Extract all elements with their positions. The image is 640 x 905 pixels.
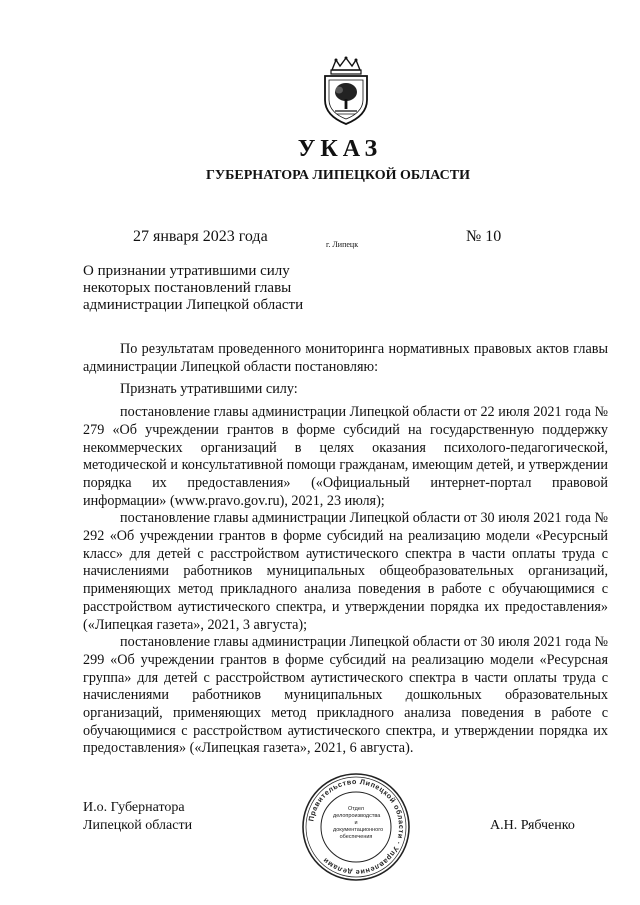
document-number: № 10 xyxy=(466,228,502,245)
stamp-line: документационного xyxy=(333,827,384,833)
stamp-line: делопроизводства и xyxy=(333,813,381,826)
stamp-line: Отдел xyxy=(348,806,364,812)
stamp-ring-text: Правительство Липецкой области · Управление делами xyxy=(306,776,407,878)
body-paragraph: постановление главы администрации Липецкой области от 30 июля 2021 года № 292 «Об учреждении грантов в форме субсидий на реализацию модели «Ресурсный класс» для детей с расстройством аутистического спектра в части оплаты труда с начислениями работников муниципальных общеобразовательных организаций, применяющих метод прикладного анализа поведения в работе с обучающимися с расстройством аутистического спектра, и утверждении порядка их предоставления» («Липецкая газета», 2021, 3 августа); xyxy=(83,510,608,633)
stamp-inner-text xyxy=(333,806,384,841)
document-body xyxy=(83,341,608,758)
signatory-position-line: И.о. Губернатора xyxy=(83,800,185,815)
stamp-line: обеспечения xyxy=(339,834,373,840)
signatory-name: А.Н. Рябченко xyxy=(490,818,575,833)
document-city: г. Липецк xyxy=(326,240,359,249)
signatory-position xyxy=(83,799,192,835)
body-paragraph: постановление главы администрации Липецкой области от 22 июля 2021 года № 279 «Об учреждении грантов в форме субсидий на государственную поддержку некоммерческих организаций в целях оказания психолого-педагогической, методической и консультативной помощи гражданам, имеющим детей, и утверждении порядка их предоставления» («Официальный интернет-портал правовой информации» (www.pravo.gov.ru), 2021, 23 июля); xyxy=(83,404,608,509)
body-paragraph: По результатам проведенного мониторинга нормативных правовых актов главы администрации Липецкой области постановляю: xyxy=(83,341,608,375)
body-paragraph: постановление главы администрации Липецкой области от 30 июля 2021 года № 299 «Об учреждении грантов в форме субсидий на реализацию модели «Ресурсная группа» для детей с расстройством аутистического спектра в части оплаты труда с начислениями работников муниципальных дошкольных образовательных организаций, применяющих метод прикладного анализа поведения в работе с обучающимися с расстройством аутистического спектра, и утверждении порядка их предоставления» («Липецкая газета», 2021, 6 августа). xyxy=(83,634,608,757)
document-title: УКАЗ xyxy=(297,136,383,162)
document-subtitle: ГУБЕРНАТОРА ЛИПЕЦКОЙ ОБЛАСТИ xyxy=(205,168,470,183)
signatory-position-line: Липецкой области xyxy=(83,818,193,833)
document-subject: О признании утратившими силу некоторых постановлений главы администрации Липецкой области xyxy=(83,263,304,313)
coat-of-arms-icon xyxy=(318,56,374,126)
body-paragraph: Признать утратившими силу: xyxy=(120,381,298,398)
document-date: 27 января 2023 года xyxy=(133,228,268,245)
